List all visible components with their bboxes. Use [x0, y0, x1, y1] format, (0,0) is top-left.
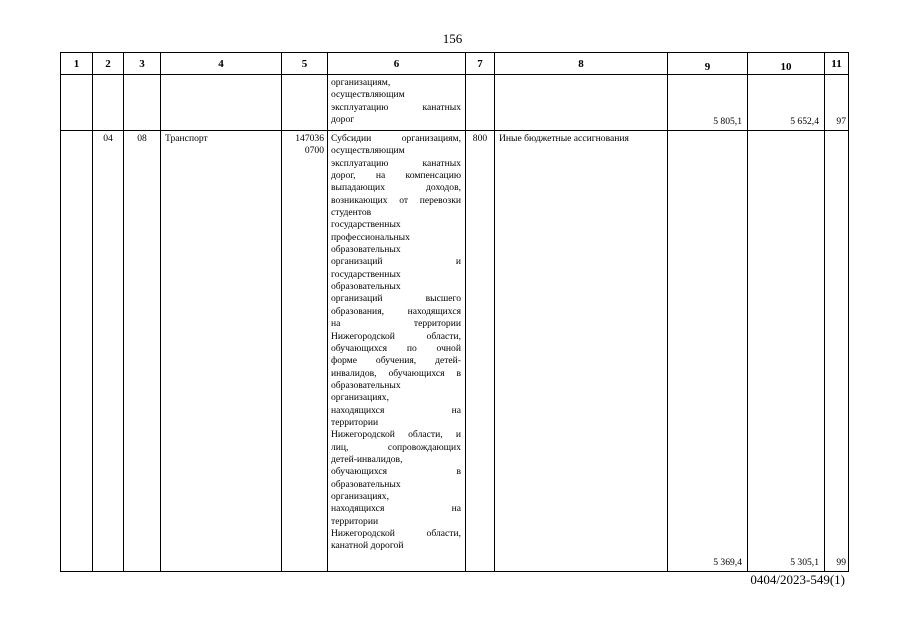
desc-line: лиц, сопровождающих — [331, 441, 461, 453]
header-col-2: 2 — [93, 53, 124, 75]
row2-expense-type: 800 — [466, 131, 495, 572]
header-col-1: 1 — [61, 53, 93, 75]
desc-line: инвалидов, обучающихся в — [331, 367, 461, 379]
desc-line: дорог, на компенсацию — [331, 170, 461, 182]
row1-percent-col11: 97 — [825, 75, 849, 131]
cell-empty — [61, 131, 93, 572]
table-header-row — [61, 53, 849, 75]
row2-amount-col9: 5 369,4 — [668, 131, 748, 572]
header-col-10: 10 — [748, 53, 825, 75]
row2-subsection-code: 08 — [124, 131, 161, 572]
header-col-11: 11 — [825, 53, 849, 75]
header-col-9: 9 — [668, 53, 748, 75]
desc-line: Нижегородской области, — [331, 528, 461, 539]
cell-empty — [124, 75, 161, 131]
desc-line: территории — [331, 515, 379, 527]
target-article-line-2: 0700 — [304, 145, 324, 157]
row2-section-name: Транспорт — [161, 131, 282, 572]
desc-line: государственных — [331, 219, 401, 231]
row1-description — [328, 75, 466, 131]
row1-amount-col9: 5 805,1 — [668, 75, 748, 131]
header-col-3: 3 — [124, 53, 161, 75]
desc-line: Субсидии организациям, — [331, 133, 461, 144]
row2-amount-col10: 5 305,1 — [748, 131, 825, 572]
desc-line: обучающихся в — [331, 466, 461, 478]
header-col-8: 8 — [495, 53, 668, 75]
desc-line: возникающих от перевозки — [331, 194, 461, 206]
desc-line: образования, находящихся — [331, 305, 461, 317]
cell-empty — [61, 75, 93, 131]
desc-line: осуществляющим — [331, 89, 405, 101]
desc-line: Нижегородской области, и — [331, 429, 461, 441]
budget-table — [60, 52, 849, 572]
desc-line: территории — [331, 416, 379, 428]
desc-line: обучающихся по очной — [331, 342, 461, 354]
desc-line: детей-инвалидов, — [331, 453, 403, 465]
desc-line: организациях, — [331, 392, 389, 404]
desc-line: образовательных — [331, 244, 401, 256]
header-col-6: 6 — [328, 53, 466, 75]
desc-line: эксплуатацию канатных — [331, 157, 461, 169]
desc-line: Нижегородской области, — [331, 330, 461, 342]
header-col-5: 5 — [282, 53, 328, 75]
desc-line: организаций и — [331, 256, 461, 268]
desc-line: организациях, — [331, 490, 389, 502]
desc-line: находящихся на — [331, 404, 461, 416]
desc-line: образовательных — [331, 478, 401, 490]
header-col-7: 7 — [466, 53, 495, 75]
desc-line: государственных — [331, 268, 401, 280]
row2-description — [328, 131, 466, 572]
desc-line: эксплуатацию канатных — [331, 101, 461, 113]
cell-empty — [495, 75, 668, 131]
desc-line: образовательных — [331, 379, 401, 391]
row2-section-code: 04 — [93, 131, 124, 572]
desc-line: выпадающих доходов, — [331, 182, 461, 194]
desc-line: осуществляющим — [331, 145, 405, 157]
cell-empty — [466, 75, 495, 131]
desc-line: на территории — [331, 318, 461, 330]
desc-line: форме обучения, детей- — [331, 355, 461, 367]
header-col-4: 4 — [161, 53, 282, 75]
desc-line: организациям, — [331, 77, 391, 88]
cell-empty — [282, 75, 328, 131]
page-number: 156 — [442, 31, 463, 46]
desc-line: дорог — [331, 114, 355, 126]
cell-empty — [161, 75, 282, 131]
row2-percent-col11: 99 — [825, 131, 849, 572]
table-row — [61, 75, 849, 131]
cell-empty — [93, 75, 124, 131]
table-row — [61, 131, 849, 572]
document-code: 0404/2023-549(1) — [750, 572, 845, 587]
desc-line: организаций высшего — [331, 293, 461, 305]
desc-line: студентов — [331, 207, 372, 219]
row2-target-article — [282, 131, 328, 572]
target-article-line-1: 147036 — [295, 133, 324, 144]
desc-line: образовательных — [331, 281, 401, 293]
desc-line: находящихся на — [331, 503, 461, 515]
desc-line: канатной дорогой — [331, 540, 404, 552]
row1-amount-col10: 5 652,4 — [748, 75, 825, 131]
row2-expense-name: Иные бюджетные ассигнования — [495, 131, 668, 572]
desc-line: профессиональных — [331, 231, 410, 243]
